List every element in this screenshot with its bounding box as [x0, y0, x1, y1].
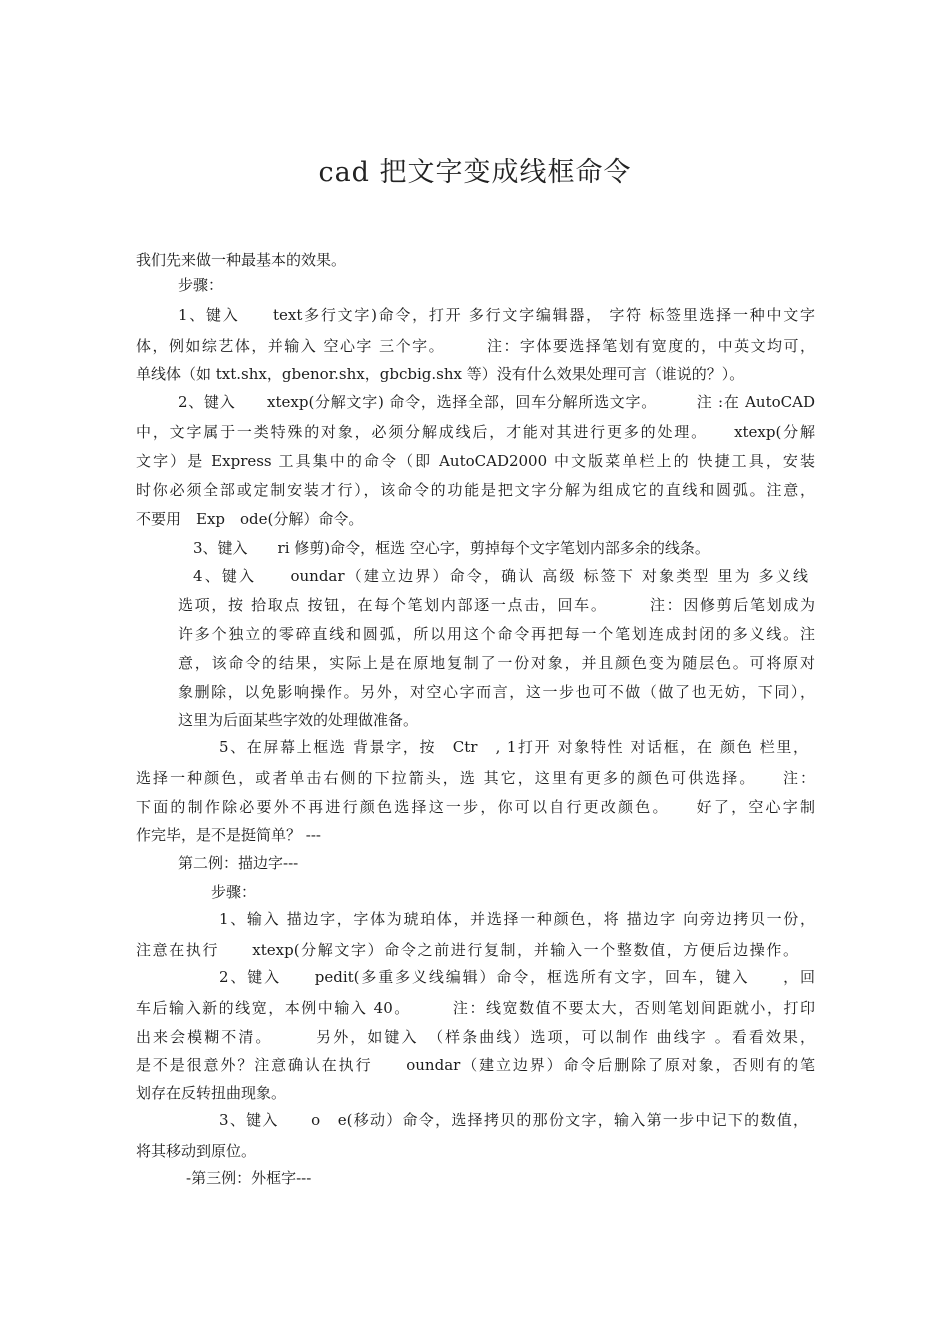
- text-line: 时你必须全部或定制安装才行），该命令的功能是把文字分解为组成它的直线和圆弧。注意，: [136, 481, 815, 499]
- text-line: -第三例：外框字---: [186, 1169, 312, 1187]
- text-line: 单线体（如 txt.shx，gbenor.shx，gbcbig.shx 等）没有什么效果处理可言（谁说的？）。: [136, 365, 745, 383]
- text-line: 选项，按 拾取点 按钮，在每个笔划内部逐一点击，回车。 注：因修剪后笔划成为: [178, 596, 815, 614]
- text-line: 划存在反转扭曲现象。: [136, 1084, 287, 1102]
- text-line: 下面的制作除必要外不再进行颜色选择这一步，你可以自行更改颜色。 好了，空心字制: [136, 798, 815, 816]
- text-line: 步骤：: [178, 276, 224, 294]
- text-line: 意，该命令的结果，实际上是在原地复制了一份对象，并且颜色变为随层色。可将原对: [178, 654, 815, 672]
- text-line: 1、键入 text多行文字)命令，打开 多行文字编辑器， 字符 标签里选择一种中文字: [178, 306, 815, 324]
- text-line: 车后输入新的线宽，本例中输入 40。 注：线宽数值不要太大，否则笔划间距就小，打印: [136, 999, 815, 1017]
- text-line: 象删除，以免影响操作。另外，对空心字而言，这一步也可不做（做了也无妨，下同），: [178, 683, 815, 701]
- text-line: 许多个独立的零碎直线和圆弧，所以用这个命令再把每一个笔划连成封闭的多义线。注: [178, 625, 815, 643]
- text-line: 将其移动到原位。: [136, 1142, 257, 1160]
- text-line: 2、键入 xtexp(分解文字) 命令，选择全部，回车分解所选文字。 注 :在 AutoCAD: [178, 393, 815, 411]
- text-line: 第二例：描边字---: [178, 854, 299, 872]
- text-line: 这里为后面某些字效的处理做准备。: [178, 711, 419, 729]
- text-line: 步骤：: [211, 883, 257, 901]
- text-line: 2、键入 pedit(多重多义线编辑）命令，框选所有文字，回车，键入 ，回: [219, 968, 815, 986]
- text-line: 中，文字属于一类特殊的对象，必须分解成线后，才能对其进行更多的处理。 xtexp(分解: [136, 423, 815, 441]
- text-line: 选择一种颜色，或者单击右侧的下拉箭头，选 其它，这里有更多的颜色可供选择。 注：: [136, 769, 815, 787]
- text-line: 出来会模糊不清。 另外，如键入 （样条曲线）选项，可以制作 曲线字 。看看效果，: [136, 1028, 815, 1046]
- text-line: 是不是很意外？注意确认在执行 oundar（建立边界）命令后删除了原对象，否则有的笔: [136, 1056, 815, 1074]
- text-line: 我们先来做一种最基本的效果。: [136, 251, 347, 269]
- text-line: 文字）是 Express 工具集中的命令（即 AutoCAD2000 中文版菜单栏上的 快捷工具，安装: [136, 452, 815, 470]
- text-line: 体，例如综艺体，并输入 空心字 三个字。 注：字体要选择笔划有宽度的，中英文均可，: [136, 337, 815, 355]
- text-line: 作完毕，是不是挺简单？ ---: [136, 826, 321, 844]
- text-line: 注意在执行 xtexp(分解文字）命令之前进行复制，并输入一个整数值，方便后边操作。: [136, 941, 798, 959]
- text-line: 3、键入 o e(移动）命令，选择拷贝的那份文字，输入第一步中记下的数值，: [219, 1111, 808, 1129]
- text-line: 3、键入 ri 修剪)命令，框选 空心字，剪掉每个文字笔划内部多余的线条。: [193, 539, 710, 557]
- text-line: 不要用 Exp ode(分解）命令。: [136, 510, 364, 528]
- text-line: 1、输入 描边字，字体为琥珀体，并选择一种颜色，将 描边字 向旁边拷贝一份，: [219, 910, 815, 928]
- document-title: cad 把文字变成线框命令: [318, 157, 632, 188]
- text-line: 4、键入 oundar（建立边界）命令，确认 高级 标签下 对象类型 里为 多义线: [193, 567, 808, 585]
- text-line: 5、在屏幕上框选 背景字，按 Ctr , 1打开 对象特性 对话框，在 颜色 栏里，: [219, 738, 808, 756]
